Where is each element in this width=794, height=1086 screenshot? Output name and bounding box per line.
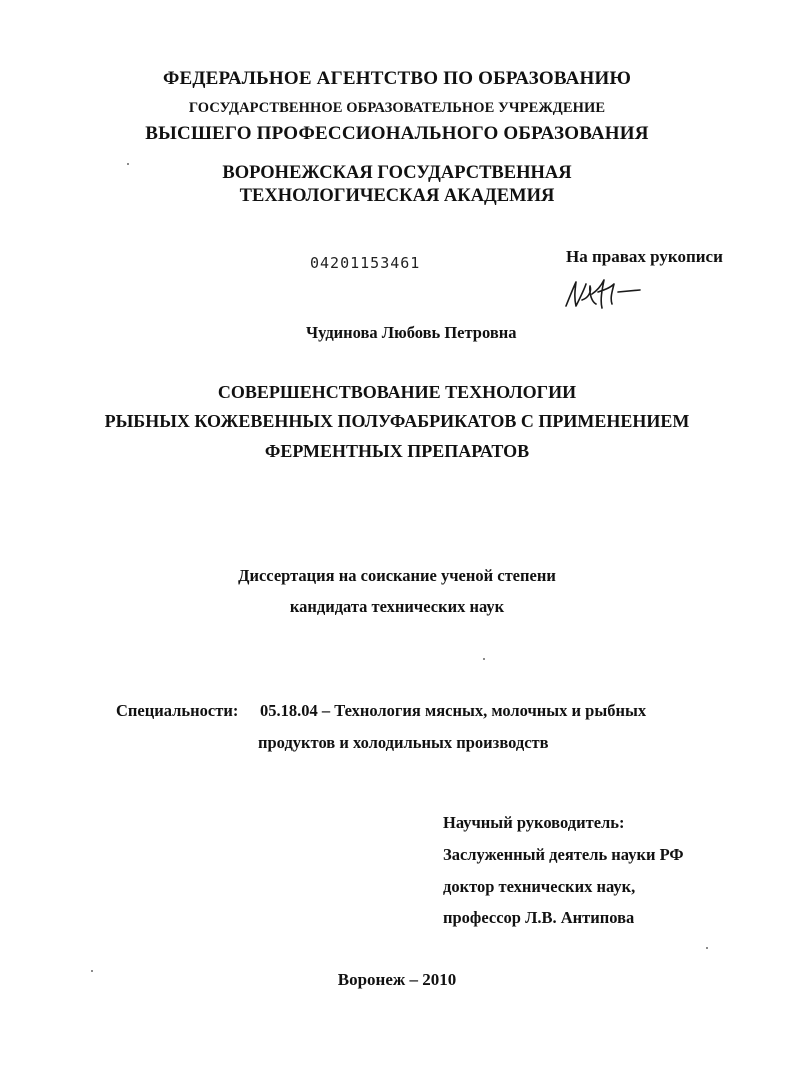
scan-speck bbox=[127, 163, 129, 165]
thesis-title-line3: ФЕРМЕНТНЫХ ПРЕПАРАТОВ bbox=[264, 441, 530, 461]
supervisor-heading: Научный руководитель: bbox=[443, 813, 625, 832]
agency-name: ФЕДЕРАЛЬНОЕ АГЕНТСТВО ПО ОБРАЗОВАНИЮ bbox=[162, 68, 632, 89]
specialty-line2: продуктов и холодильных производств bbox=[258, 733, 549, 752]
degree-line2: кандидата технических наук bbox=[289, 597, 505, 616]
academy-name-line2: ТЕХНОЛОГИЧЕСКАЯ АКАДЕМИЯ bbox=[239, 186, 555, 206]
document-number: 04201153461 bbox=[310, 254, 421, 272]
education-level: ВЫСШЕГО ПРОФЕССИОНАЛЬНОГО ОБРАЗОВАНИЯ bbox=[145, 123, 649, 144]
academy-name-line1: ВОРОНЕЖСКАЯ ГОСУДАРСТВЕННАЯ bbox=[222, 163, 572, 183]
supervisor-honorary-title: Заслуженный деятель науки РФ bbox=[443, 845, 684, 864]
thesis-title-line1: СОВЕРШЕНСТВОВАНИЕ ТЕХНОЛОГИИ bbox=[217, 382, 577, 402]
institution-type: ГОСУДАРСТВЕННОЕ ОБРАЗОВАТЕЛЬНОЕ УЧРЕЖДЕНИЕ bbox=[188, 100, 606, 116]
degree-line1: Диссертация на соискание ученой степени bbox=[238, 566, 556, 585]
author-name: Чудинова Любовь Петровна bbox=[306, 323, 517, 342]
specialty-line1: 05.18.04 – Технология мясных, молочных и рыбных bbox=[260, 701, 647, 720]
scan-speck bbox=[706, 947, 708, 949]
handwritten-signature-icon bbox=[562, 276, 644, 314]
scan-speck bbox=[91, 970, 93, 972]
specialty-label: Специальности: bbox=[116, 701, 239, 720]
city-year: Воронеж – 2010 bbox=[337, 970, 457, 989]
supervisor-name: профессор Л.В. Антипова bbox=[443, 908, 635, 927]
manuscript-rights: На правах рукописи bbox=[566, 247, 723, 266]
thesis-title-line2: РЫБНЫХ КОЖЕВЕННЫХ ПОЛУФАБРИКАТОВ С ПРИМЕНЕНИЕМ bbox=[104, 411, 690, 431]
supervisor-degree: доктор технических наук, bbox=[443, 877, 636, 896]
scan-speck bbox=[483, 658, 485, 660]
